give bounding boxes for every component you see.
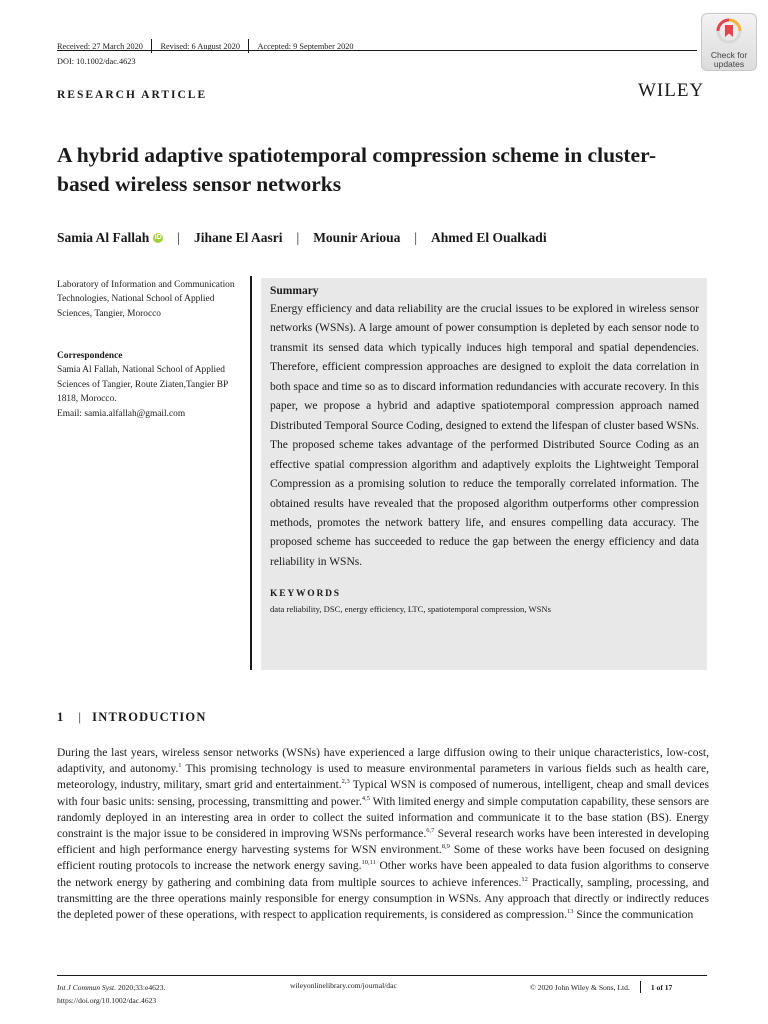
journal-volume: 2020;33:e4623. bbox=[116, 983, 166, 992]
footer-separator bbox=[640, 981, 641, 993]
page-number: 1 of 17 bbox=[650, 982, 673, 992]
section-heading bbox=[57, 710, 207, 725]
citation-ref[interactable]: 6,7 bbox=[426, 827, 435, 835]
summary-text: Energy efficiency and data reliability are the crucial issues to be explored in wireless sensor networks (WSNs). A large amount of power consumption is depleted by each sensor node to transmit its sensed data which typically induces high temporal and spatial dependencies. Therefore, efficient compression approaches are designed to exploit the data correlation in both space and time so as to discard information redundancies with accurate recovery. In this paper, we propose a hybrid and adaptive spatiotemporal compression approach named Distributed Temporal Source Coding, designed to extend the lifespan of cluster based WSNs. The proposed scheme takes advantage of the performed Distributed Source Coding as an effective spatial compression algorithm and adaptively exploits the Lightweight Temporal Compression as a promising solution to reduce the temporally correlated information. The obtained results have revealed that the proposed algorithm outperforms other compression methods, promotes the network battery life, and ensures compelling data accuracy. The proposed scheme has succeeded to reduce the gap between the energy efficiency and data reliability in WSNs. bbox=[270, 303, 699, 568]
citation-ref[interactable]: 13 bbox=[567, 908, 574, 916]
footer-citation bbox=[57, 981, 165, 1007]
check-for-updates-badge[interactable] bbox=[701, 13, 757, 71]
summary-heading: Summary bbox=[270, 285, 319, 297]
correspondence-email[interactable]: Email: samia.alfallah@gmail.com bbox=[57, 408, 186, 419]
article-type: RESEARCH ARTICLE bbox=[57, 89, 208, 101]
orcid-icon[interactable]: iD bbox=[154, 234, 162, 241]
citation-ref[interactable]: 12 bbox=[521, 875, 528, 883]
revised-date: Revised: 6 August 2020 bbox=[160, 41, 240, 51]
author-list bbox=[57, 230, 547, 246]
copyright: © 2020 John Wiley & Sons, Ltd. bbox=[530, 982, 630, 992]
author-name[interactable]: Samia Al Fallah bbox=[57, 230, 150, 245]
header-rule bbox=[57, 50, 697, 51]
keywords-text: data reliability, DSC, energy efficiency, LTC, spatiotemporal compression, WSNs bbox=[270, 604, 551, 615]
keywords-heading: KEYWORDS bbox=[270, 589, 341, 600]
citation-ref[interactable]: 8,9 bbox=[441, 843, 450, 851]
correspondence-heading: Correspondence bbox=[57, 351, 123, 361]
publisher-logo: WILEY bbox=[638, 80, 705, 101]
article-title: A hybrid adaptive spatiotemporal compression scheme in cluster-based wireless sensor networks bbox=[57, 143, 656, 196]
author-name[interactable]: Mounir Arioua bbox=[313, 230, 401, 245]
citation-ref[interactable]: 1 bbox=[178, 762, 182, 770]
correspondence-text: Samia Al Fallah, National School of Applied Sciences of Tangier, Route Ziaten,Tangier BP 1818, Morocco. bbox=[57, 365, 228, 405]
footer-doi-link[interactable]: https://doi.org/10.1002/dac.4623 bbox=[57, 996, 157, 1005]
section-number: 1 bbox=[57, 710, 65, 724]
received-date: Received: 27 March 2020 bbox=[57, 41, 143, 51]
bookmark-ring-icon bbox=[716, 18, 742, 44]
intro-paragraph: During the last years, wireless sensor networks (WSNs) have experienced a large diffusion owing to their unique characteristics, low-cost, adaptivity, and autonomy.$^1$ This promising technology is used to measure environmental parameters in various fields such as health care, meteorology, industry, military, smart grid and entertainment.$^{2,3}$ Typical WSN is composed of numerous, intelligent, cheap and small devices with four basic units: sensing, processing, transmitting and power.$^{4,5}$ With limited energy and simple computation capability, these sensors are randomly deployed in an interesting area in order to collect the suited information and communicate it to the base station (BS). Energy constraint is the major issue to be considered in improving WSNs performance.$^{6,7}$ Several research works have been interested in developing efficient and high performance energy harvesting systems for WSN environment.$^{8,9}$ Some of these works have been focused on designing efficient routing protocols to increase the network energy saving.$^{10,11}$ Other works have been appealed to data fusion algorithms to conserve the network energy by gathering and combining data from multiple sources to achieve inferences.$^{12}$ Practically, sampling, processing, and transmitting are the three operations mainly responsible for energy consumption in WSNs. Any approach that directly or indirectly reduces the depleted power of these operations, with respect to application requirements, is considered as compression.$^{13}$ Since the communication bbox=[57, 747, 709, 922]
affiliation: Laboratory of Information and Communication Technologies, National School of Applied Sciences, Tangier, Morocco bbox=[57, 280, 235, 319]
section-title: INTRODUCTION bbox=[92, 710, 207, 724]
author-name[interactable]: Jihane El Aasri bbox=[193, 230, 283, 245]
author-name[interactable]: Ahmed El Oualkadi bbox=[431, 230, 547, 245]
section-separator: | bbox=[78, 710, 83, 724]
correspondence bbox=[57, 349, 242, 421]
author-separator: | bbox=[414, 230, 418, 245]
footer-rule bbox=[57, 975, 707, 976]
citation-ref[interactable]: 10,11 bbox=[361, 859, 376, 867]
footer-right bbox=[530, 981, 672, 993]
badge-label: Check for updates bbox=[710, 50, 748, 69]
citation-ref[interactable]: 4,5 bbox=[361, 794, 370, 802]
abstract-box bbox=[261, 278, 707, 670]
footer-site-link[interactable]: wileyonlinelibrary.com/journal/dac bbox=[290, 981, 397, 990]
author-separator: | bbox=[177, 230, 180, 245]
author-separator: | bbox=[296, 230, 300, 245]
journal-name: Int J Commun Syst. bbox=[57, 983, 117, 992]
doi[interactable]: DOI: 10.1002/dac.4623 bbox=[57, 57, 136, 66]
accepted-date: Accepted: 9 September 2020 bbox=[257, 41, 354, 51]
citation-ref[interactable]: 2,3 bbox=[341, 778, 350, 786]
abstract-divider bbox=[250, 276, 252, 670]
